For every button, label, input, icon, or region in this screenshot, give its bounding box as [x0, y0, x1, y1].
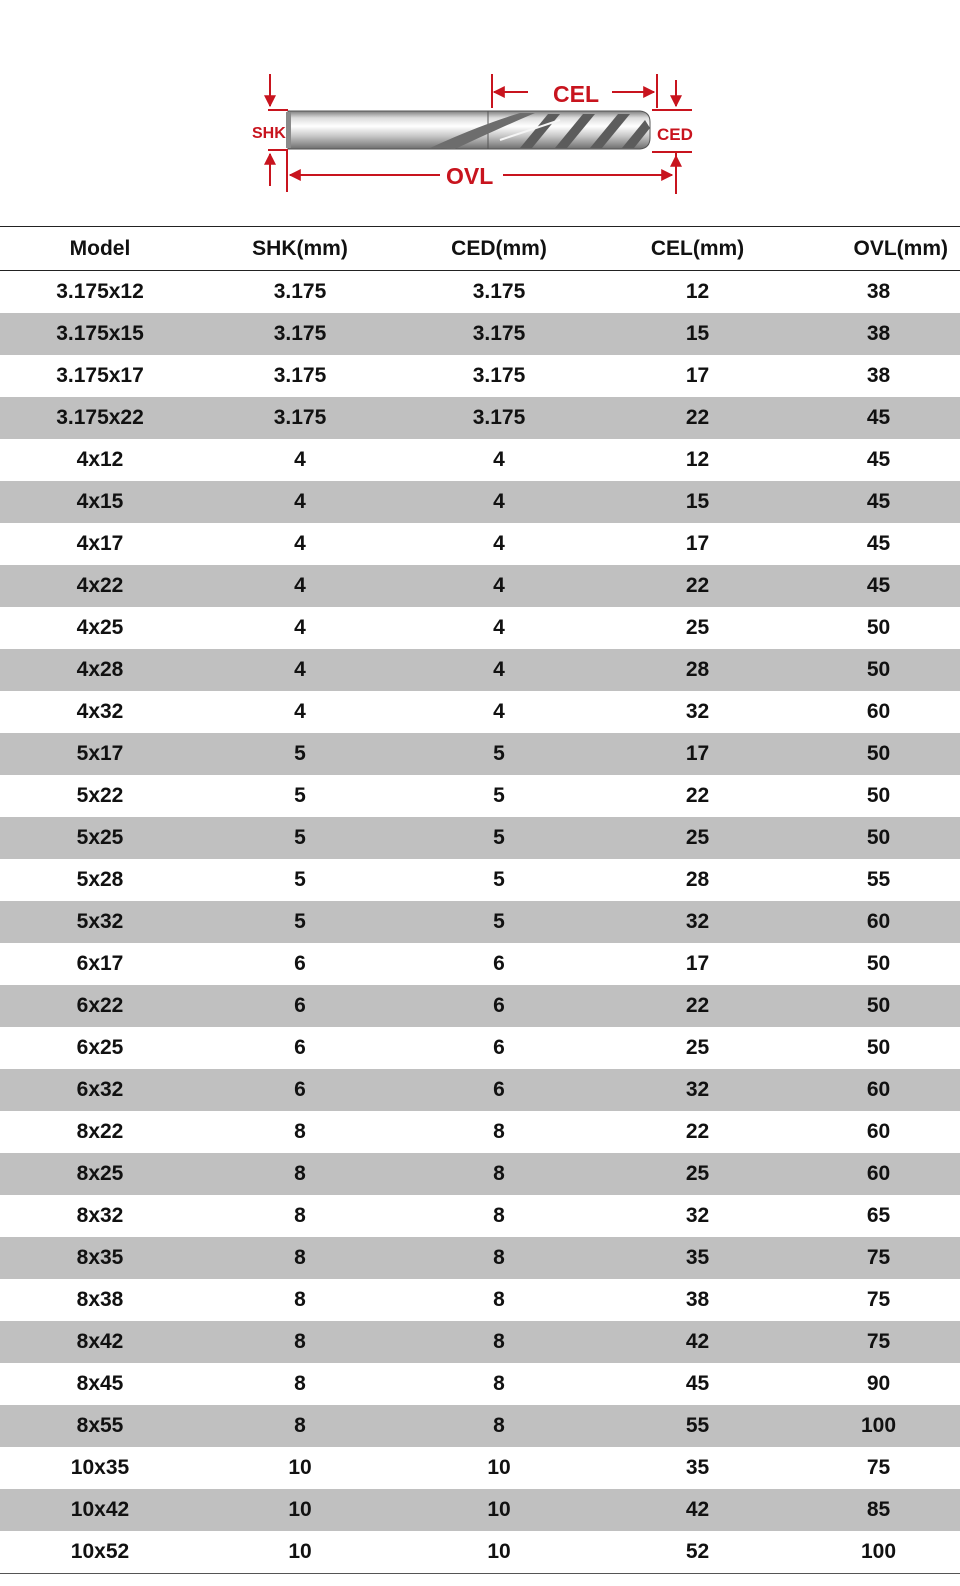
cell-ovl: 60	[866, 700, 891, 723]
cell-ovl: 45	[797, 397, 960, 439]
cell-model: 3.175x12	[56, 280, 144, 303]
cell-ovl: 50	[797, 817, 960, 859]
cell-model: 4x28	[0, 649, 200, 691]
cell-ovl: 60	[797, 1153, 960, 1195]
cell-shk: 4	[200, 649, 400, 691]
table-row	[0, 565, 960, 607]
cell-cel: 32	[685, 1204, 710, 1227]
cell-ovl: 60	[797, 901, 960, 943]
cell-shk: 4	[294, 700, 306, 723]
cell-cel: 45	[685, 1372, 710, 1395]
cell-model: 8x55	[0, 1405, 200, 1447]
cell-shk: 6	[200, 1069, 400, 1111]
table-row	[0, 1405, 960, 1447]
table-row	[0, 355, 960, 397]
cell-cel: 35	[685, 1456, 710, 1479]
cell-ced: 4	[400, 565, 598, 607]
cell-ovl: 45	[797, 565, 960, 607]
table-row	[0, 691, 960, 733]
end-mill-drawing	[0, 0, 960, 225]
cell-ced: 10	[487, 1456, 511, 1479]
cell-shk: 8	[200, 1153, 400, 1195]
table-row	[0, 481, 960, 523]
cell-shk: 6	[294, 1036, 306, 1059]
cell-model: 6x22	[0, 985, 200, 1027]
cell-ovl: 100	[797, 1405, 960, 1447]
table-row	[0, 1447, 960, 1489]
table-row	[0, 1363, 960, 1405]
tool-dimension-diagram	[0, 0, 960, 225]
cell-model: 5x17	[0, 733, 200, 775]
cell-shk: 3.175	[200, 313, 400, 355]
cell-cel: 42	[598, 1489, 797, 1531]
table-row	[0, 859, 960, 901]
cell-model: 6x17	[76, 952, 124, 975]
cell-cel: 22	[598, 565, 797, 607]
cell-cel: 32	[598, 1069, 797, 1111]
table-row	[0, 313, 960, 355]
cell-ced: 10	[400, 1489, 598, 1531]
cell-ovl: 75	[866, 1456, 891, 1479]
cell-shk: 4	[200, 565, 400, 607]
cell-shk: 10	[288, 1456, 312, 1479]
cell-shk: 4	[294, 532, 306, 555]
cell-model: 8x45	[76, 1372, 124, 1395]
cell-cel: 32	[685, 700, 710, 723]
cell-model: 4x32	[76, 700, 124, 723]
cell-cel: 25	[598, 817, 797, 859]
cell-ced: 8	[400, 1321, 598, 1363]
cell-ced: 6	[400, 1069, 598, 1111]
table-row	[0, 1027, 960, 1069]
cell-cel: 22	[685, 1120, 710, 1143]
cell-model: 8x38	[76, 1288, 124, 1311]
ced-label: CED	[657, 125, 693, 144]
header-cel: CEL(mm)	[598, 227, 797, 271]
cell-shk: 8	[200, 1321, 400, 1363]
cell-cel: 42	[598, 1321, 797, 1363]
cell-shk: 6	[294, 952, 306, 975]
cell-ovl: 60	[866, 1120, 891, 1143]
cell-ovl: 50	[866, 952, 891, 975]
header-shk: SHK(mm)	[200, 227, 400, 271]
cell-ced: 3.175	[472, 364, 526, 387]
header-ovl: OVL(mm)	[797, 227, 960, 271]
cell-cel: 25	[598, 1153, 797, 1195]
table-row	[0, 1153, 960, 1195]
cell-ced: 6	[493, 1036, 505, 1059]
table-row	[0, 817, 960, 859]
table-row	[0, 985, 960, 1027]
cell-model: 5x25	[0, 817, 200, 859]
cell-cel: 52	[598, 1531, 797, 1574]
table-row	[0, 439, 960, 481]
cell-ced: 3.175	[400, 397, 598, 439]
cell-ced: 5	[493, 784, 505, 807]
cell-model: 8x32	[76, 1204, 124, 1227]
cell-ced: 3.175	[400, 313, 598, 355]
cell-cel: 22	[598, 397, 797, 439]
cell-ovl: 50	[797, 985, 960, 1027]
cell-ovl: 45	[866, 532, 891, 555]
table-row	[0, 1531, 960, 1574]
cell-model: 10x35	[70, 1456, 130, 1479]
header-ced: CED(mm)	[400, 227, 598, 271]
cell-ovl: 75	[866, 1288, 891, 1311]
shk-label: SHK	[252, 125, 286, 142]
cell-cel: 35	[598, 1237, 797, 1279]
cell-cel: 28	[598, 649, 797, 691]
cell-ced: 4	[493, 700, 505, 723]
cell-ovl: 45	[866, 448, 891, 471]
cell-cel: 15	[598, 481, 797, 523]
cell-ced: 3.175	[472, 280, 526, 303]
cell-model: 4x25	[76, 616, 124, 639]
cell-ovl: 85	[797, 1489, 960, 1531]
cell-shk: 10	[200, 1489, 400, 1531]
cell-shk: 5	[200, 901, 400, 943]
table-row	[0, 1489, 960, 1531]
cell-shk: 8	[294, 1204, 306, 1227]
cell-cel: 25	[685, 616, 710, 639]
cell-cel: 17	[598, 733, 797, 775]
cell-ovl: 38	[866, 364, 891, 387]
cell-shk: 4	[200, 481, 400, 523]
cell-ovl: 50	[797, 733, 960, 775]
cell-model: 5x22	[76, 784, 124, 807]
cell-model: 6x32	[0, 1069, 200, 1111]
cell-cel: 28	[685, 868, 710, 891]
table-row	[0, 943, 960, 985]
table-row	[0, 1279, 960, 1321]
cell-ovl: 50	[866, 784, 891, 807]
tool-shank-end	[286, 112, 291, 148]
cell-shk: 4	[294, 448, 306, 471]
table-row	[0, 1195, 960, 1237]
table-row	[0, 901, 960, 943]
cell-ced: 8	[400, 1237, 598, 1279]
table-row	[0, 397, 960, 439]
cell-ced: 6	[493, 952, 505, 975]
cell-model: 3.175x17	[56, 364, 144, 387]
cell-ced: 4	[400, 481, 598, 523]
cell-shk: 8	[200, 1405, 400, 1447]
cell-ced: 8	[493, 1372, 505, 1395]
cell-shk: 6	[200, 985, 400, 1027]
cell-ovl: 75	[797, 1237, 960, 1279]
table-row	[0, 271, 960, 314]
cell-cel: 17	[685, 364, 710, 387]
cell-cel: 17	[685, 532, 710, 555]
cell-cel: 22	[598, 985, 797, 1027]
cell-ced: 10	[400, 1531, 598, 1574]
cell-ced: 4	[493, 532, 505, 555]
cell-cel: 15	[598, 313, 797, 355]
cell-ovl: 100	[797, 1531, 960, 1574]
cell-cel: 55	[598, 1405, 797, 1447]
table-row	[0, 733, 960, 775]
cell-ced: 8	[400, 1153, 598, 1195]
cell-model: 4x22	[0, 565, 200, 607]
cell-model: 3.175x15	[0, 313, 200, 355]
cell-ovl: 65	[866, 1204, 891, 1227]
cell-ced: 4	[493, 616, 505, 639]
cell-model: 8x35	[0, 1237, 200, 1279]
cell-ovl: 45	[797, 481, 960, 523]
cell-ced: 8	[400, 1405, 598, 1447]
cell-shk: 4	[294, 616, 306, 639]
cell-cel: 38	[685, 1288, 710, 1311]
table-row	[0, 1111, 960, 1153]
cell-model: 4x15	[0, 481, 200, 523]
cell-shk: 5	[200, 817, 400, 859]
cell-cel: 25	[685, 1036, 710, 1059]
cell-ovl: 75	[797, 1321, 960, 1363]
cell-shk: 10	[200, 1531, 400, 1574]
cell-model: 5x32	[0, 901, 200, 943]
cell-model: 8x25	[0, 1153, 200, 1195]
cell-ced: 6	[400, 985, 598, 1027]
cell-model: 4x12	[76, 448, 124, 471]
cell-model: 6x25	[76, 1036, 124, 1059]
cell-ced: 8	[493, 1204, 505, 1227]
cell-model: 10x42	[0, 1489, 200, 1531]
cell-ovl: 50	[797, 649, 960, 691]
cell-ovl: 38	[797, 313, 960, 355]
cell-ovl: 55	[866, 868, 891, 891]
table-row	[0, 1321, 960, 1363]
cell-ovl: 60	[797, 1069, 960, 1111]
table-row	[0, 649, 960, 691]
cell-model: 10x52	[0, 1531, 200, 1574]
cell-ovl: 38	[866, 280, 891, 303]
cell-ced: 5	[400, 901, 598, 943]
cell-shk: 5	[200, 733, 400, 775]
cell-model: 8x42	[0, 1321, 200, 1363]
table-row	[0, 775, 960, 817]
cell-model: 4x17	[76, 532, 124, 555]
cell-ced: 4	[400, 649, 598, 691]
cell-ovl: 50	[866, 616, 891, 639]
cell-shk: 3.175	[200, 397, 400, 439]
cell-ced: 8	[493, 1120, 505, 1143]
cell-model: 8x22	[76, 1120, 124, 1143]
cell-cel: 17	[685, 952, 710, 975]
cell-model: 3.175x22	[0, 397, 200, 439]
cell-shk: 5	[294, 868, 306, 891]
cell-cel: 12	[685, 448, 710, 471]
table-row	[0, 607, 960, 649]
cell-cel: 32	[598, 901, 797, 943]
cell-shk: 8	[294, 1288, 306, 1311]
header-model: Model	[0, 227, 200, 271]
table-header-row	[0, 227, 960, 271]
cell-shk: 8	[294, 1372, 306, 1395]
table-body	[0, 271, 960, 1574]
cell-shk: 5	[294, 784, 306, 807]
cell-shk: 8	[200, 1237, 400, 1279]
cell-cel: 12	[685, 280, 710, 303]
cell-model: 5x28	[76, 868, 124, 891]
cell-shk: 3.175	[273, 364, 327, 387]
cell-shk: 8	[294, 1120, 306, 1143]
cel-label: CEL	[553, 81, 599, 107]
cell-ced: 8	[493, 1288, 505, 1311]
table-row	[0, 1069, 960, 1111]
cell-ced: 4	[493, 448, 505, 471]
spec-table	[0, 226, 960, 1574]
cell-ced: 5	[400, 817, 598, 859]
cell-ovl: 90	[866, 1372, 891, 1395]
cell-shk: 3.175	[273, 280, 327, 303]
table-row	[0, 1237, 960, 1279]
table-row	[0, 523, 960, 565]
cell-ced: 5	[493, 868, 505, 891]
cell-cel: 22	[685, 784, 710, 807]
cell-ced: 5	[400, 733, 598, 775]
ovl-label: OVL	[446, 163, 494, 189]
cell-ovl: 50	[866, 1036, 891, 1059]
